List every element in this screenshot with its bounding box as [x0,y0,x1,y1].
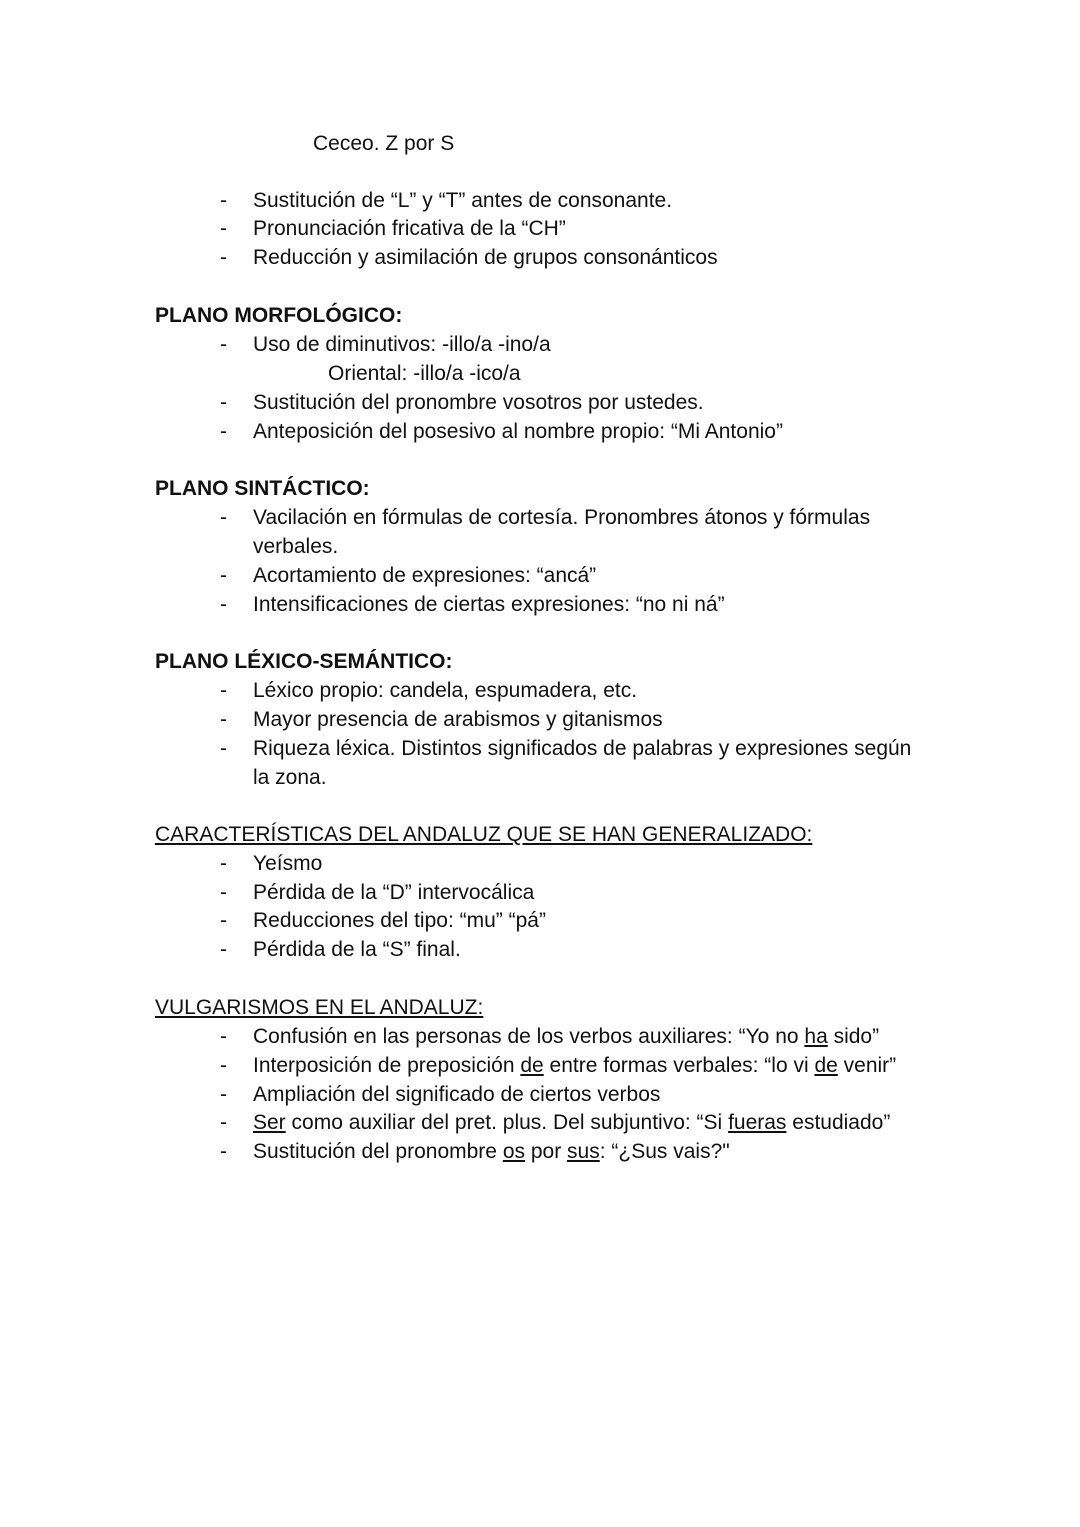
bullet: - [220,737,227,760]
bullet: - [220,1025,227,1048]
list-item: Anteposición del posesivo al nombre propio: “Mi Antonio” [253,420,783,443]
underlined-word: Ser [253,1111,286,1134]
section-heading-vulgarismos: VULGARISMOS EN EL ANDALUZ: [155,996,484,1019]
list-item: Mayor presencia de arabismos y gitanismos [253,708,663,731]
bullet: - [220,679,227,702]
bullet: - [220,217,227,240]
bullet: - [220,909,227,932]
list-item: Pérdida de la “S” final. [253,938,461,961]
underlined-word: de [814,1054,838,1077]
list-item: Sustitución de “L” y “T” antes de consonante. [253,189,673,212]
list-item: Sustitución del pronombre vosotros por ustedes. [253,391,704,414]
list-item: Riqueza léxica. Distintos significados de palabras y expresiones según [253,737,912,760]
bullet: - [220,246,227,269]
list-item [253,1137,730,1166]
bullet: - [220,420,227,443]
underlined-word: sus [567,1140,600,1163]
bullet: - [220,1111,227,1134]
bullet: - [220,1140,227,1163]
text-fragment: : “¿Sus vais?" [599,1140,730,1163]
bullet: - [220,564,227,587]
bullet: - [220,708,227,731]
list-item: Acortamiento de expresiones: “ancá” [253,564,597,587]
underlined-word: ha [804,1025,828,1048]
list-item: Reducciones del tipo: “mu” “pá” [253,909,546,932]
list-item: Uso de diminutivos: -illo/a -ino/a [253,333,551,356]
bullet: - [220,1054,227,1077]
bullet: - [220,1083,227,1106]
list-item: Ampliación del significado de ciertos verbos [253,1083,661,1106]
list-item: Pronunciación fricativa de la “CH” [253,217,566,240]
text-fragment: estudiado” [786,1111,891,1134]
section-heading-lexico: PLANO LÉXICO-SEMÁNTICO: [155,650,453,673]
text-fragment: Sustitución del pronombre [253,1140,503,1163]
list-item-continuation: verbales. [253,535,339,558]
list-item-continuation: la zona. [253,766,327,789]
text-fragment: Interposición de preposición [253,1054,521,1077]
list-item [253,1108,890,1137]
bullet: - [220,593,227,616]
text-fragment: como auxiliar del pret. plus. Del subjuntivo: “Si [285,1111,729,1134]
text-fragment: entre formas verbales: “lo vi [543,1054,815,1077]
list-item: Reducción y asimilación de grupos consonánticos [253,246,718,269]
section-heading-morfologico: PLANO MORFOLÓGICO: [155,304,403,327]
list-item: Intensificaciones de ciertas expresiones: “no ni ná” [253,593,725,616]
bullet: - [220,938,227,961]
bullet: - [220,506,227,529]
bullet: - [220,189,227,212]
bullet: - [220,391,227,414]
ceceo-line: Ceceo. Z por S [313,132,455,155]
underlined-word: fueras [728,1111,787,1134]
text-fragment: sido” [827,1025,880,1048]
underlined-word: de [520,1054,544,1077]
bullet: - [220,852,227,875]
section-heading-sintactico: PLANO SINTÁCTICO: [155,477,370,500]
list-item: Vacilación en fórmulas de cortesía. Pronombres átonos y fórmulas [253,506,871,529]
list-item: Yeísmo [253,852,323,875]
list-item: Pérdida de la “D” intervocálica [253,881,535,904]
list-item: Léxico propio: candela, espumadera, etc. [253,679,638,702]
list-item [253,1022,879,1051]
list-item [253,1051,896,1080]
text-fragment: venir” [837,1054,897,1077]
underlined-word: os [502,1140,525,1163]
list-item-subline: Oriental: -illo/a -ico/a [328,362,521,385]
section-heading-generalizado: CARACTERÍSTICAS DEL ANDALUZ QUE SE HAN GENERALIZADO: [155,823,813,846]
bullet: - [220,333,227,356]
text-fragment: por [525,1140,568,1163]
bullet: - [220,881,227,904]
text-fragment: Confusión en las personas de los verbos auxiliares: “Yo no [253,1025,805,1048]
